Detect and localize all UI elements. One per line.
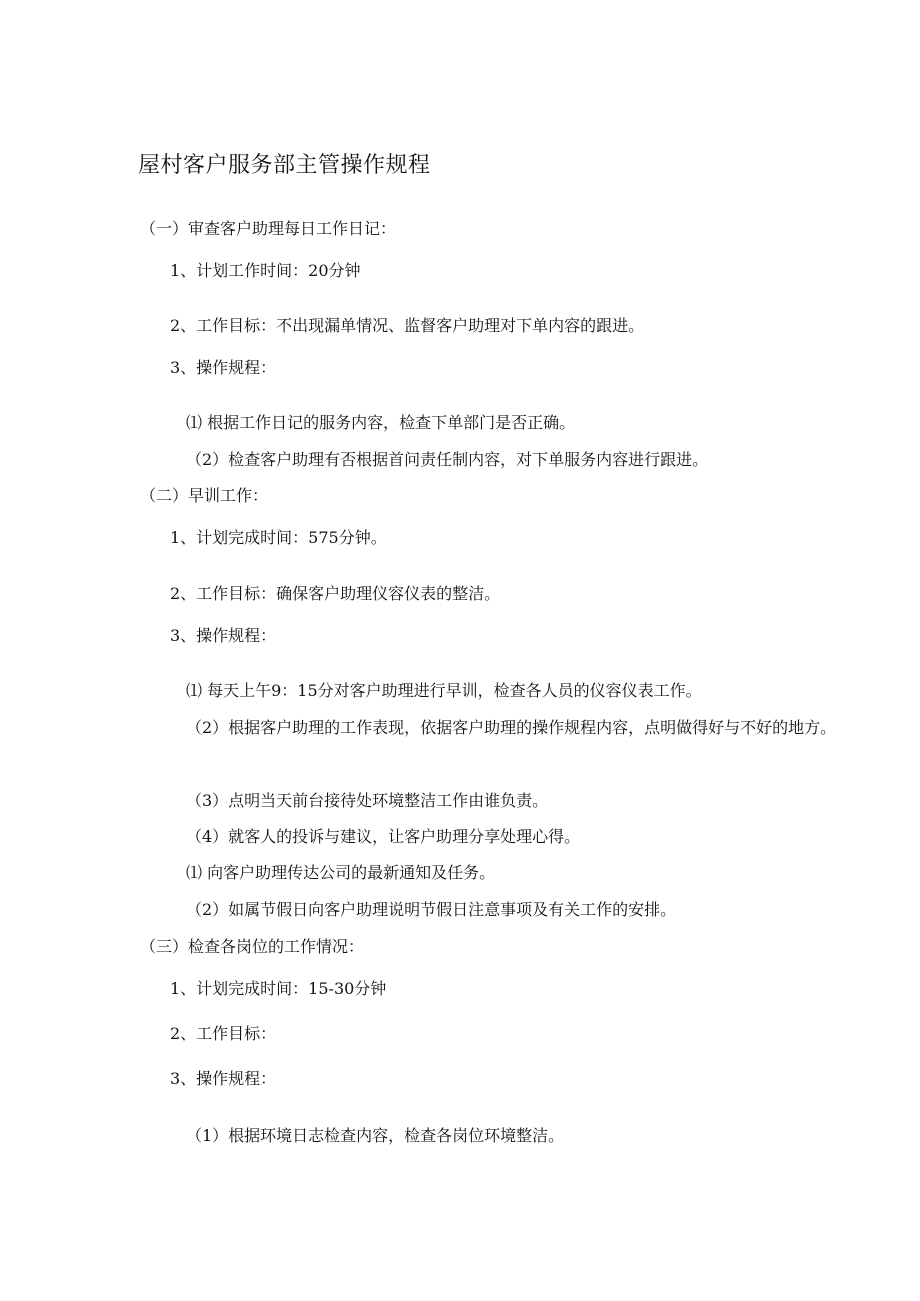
section-1-step-2: （2）检查客户助理有否根据首问责任制内容，对下单服务内容进行跟进。 bbox=[186, 450, 709, 469]
section-3-step-1: （1）根据环境日志检查内容，检查各岗位环境整洁。 bbox=[186, 1126, 565, 1145]
section-1-item-1: 1、计划工作时间：20分钟 bbox=[170, 261, 361, 280]
section-2-item-1: 1、计划完成时间：575分钟。 bbox=[170, 528, 387, 547]
section-2-item-3: 3、操作规程： bbox=[170, 626, 277, 645]
section-2-step-3: （3）点明当天前台接待处环境整洁工作由谁负责。 bbox=[186, 791, 549, 810]
section-3-item-3: 3、操作规程： bbox=[170, 1069, 277, 1088]
section-2-step-4: （4）就客人的投诉与建议，让客户助理分享处理心得。 bbox=[186, 827, 581, 846]
section-2-step-1: ⑴ 每天上午9：15分对客户助理进行早训，检查各人员的仪容仪表工作。 bbox=[186, 681, 702, 700]
section-3-item-1: 1、计划完成时间：15-30分钟 bbox=[170, 979, 387, 998]
section-1-step-1: ⑴ 根据工作日记的服务内容，检查下单部门是否正确。 bbox=[186, 413, 576, 432]
section-2-step-5: ⑴ 向客户助理传达公司的最新通知及任务。 bbox=[186, 863, 496, 882]
section-heading-3: （三）检查各岗位的工作情况： bbox=[140, 937, 365, 956]
section-3-item-2: 2、工作目标： bbox=[170, 1024, 277, 1043]
section-heading-1: （一）审查客户助理每日工作日记： bbox=[140, 219, 397, 238]
section-heading-2: （二）早训工作： bbox=[140, 486, 269, 505]
section-1-item-2: 2、工作目标：不出现漏单情况、监督客户助理对下单内容的跟进。 bbox=[170, 316, 645, 335]
section-1-item-3: 3、操作规程： bbox=[170, 358, 277, 377]
section-2-step-2: （2）根据客户助理的工作表现，依据客户助理的操作规程内容，点明做得好与不好的地方。 bbox=[186, 718, 837, 737]
section-2-item-2: 2、工作目标：确保客户助理仪容仪表的整洁。 bbox=[170, 584, 501, 603]
document-title: 屋村客户服务部主管操作规程 bbox=[138, 153, 431, 178]
section-2-step-6: （2）如属节假日向客户助理说明节假日注意事项及有关工作的安排。 bbox=[186, 900, 677, 919]
